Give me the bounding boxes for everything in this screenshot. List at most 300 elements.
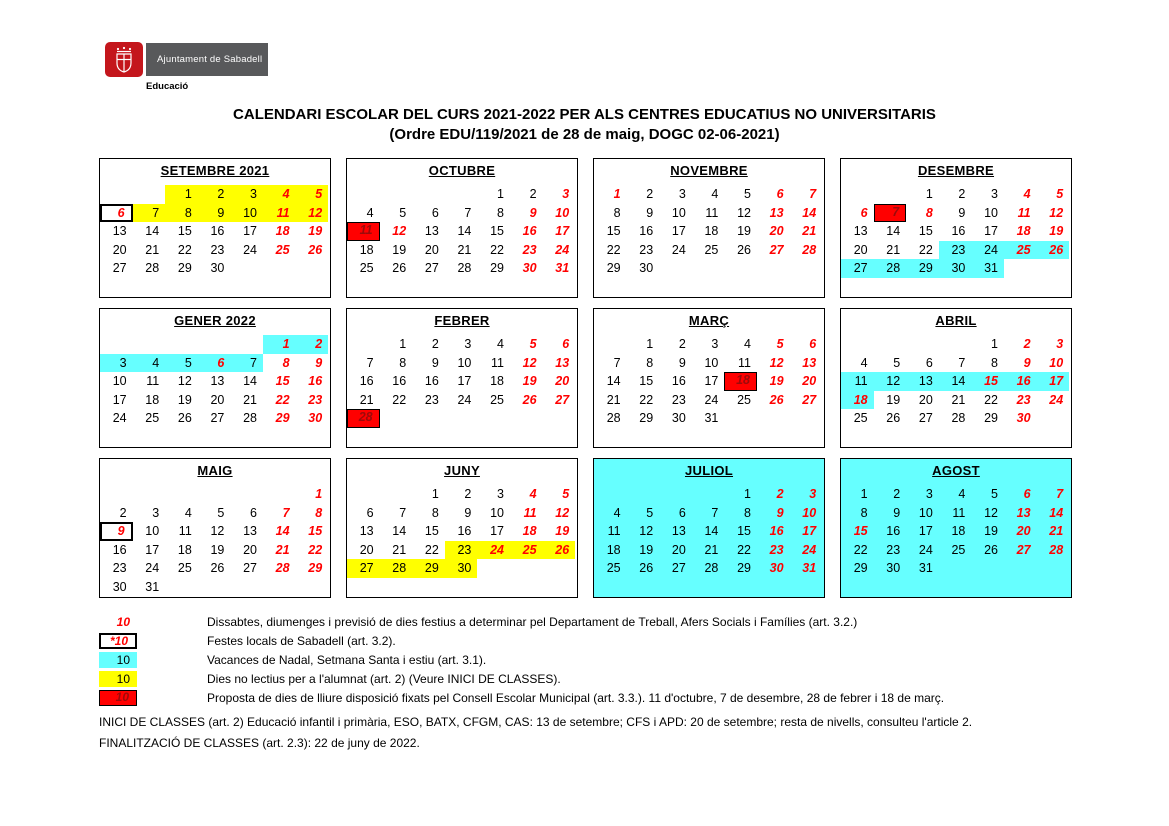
day-cell: 5 <box>217 505 225 520</box>
day-cell: 14 <box>457 224 472 238</box>
day-cell: 25 <box>951 542 966 557</box>
day-cell: 1 <box>744 487 751 501</box>
day-cell: 12 <box>1049 205 1064 220</box>
day-cell: 26 <box>984 542 998 557</box>
day-cell <box>939 559 972 578</box>
day-cell: 11 <box>607 524 621 538</box>
day-cell: 5 <box>744 187 751 201</box>
day-cell: 26 <box>769 392 784 407</box>
day-cell: 24 <box>1049 392 1064 407</box>
day-cell: 4 <box>497 337 504 351</box>
day-cell <box>263 485 296 504</box>
day-cell <box>263 259 296 278</box>
day-cell: 2 <box>958 187 966 201</box>
day-cell: 4 <box>613 505 621 520</box>
day-cell: 31 <box>802 561 817 575</box>
day-cell: 16 <box>359 374 374 388</box>
day-cell: 25 <box>737 392 751 407</box>
day-cell: 3 <box>100 354 133 373</box>
day-cell: 19 <box>1049 224 1064 238</box>
day-cell: 14 <box>939 372 972 391</box>
day-cell: 30 <box>1016 411 1031 425</box>
legend-item <box>99 669 944 688</box>
day-cell: 20 <box>671 542 686 557</box>
day-cell: 3 <box>1056 337 1064 351</box>
day-cell <box>133 185 166 204</box>
day-cell: 12 <box>296 204 329 223</box>
day-cell: 16 <box>639 224 654 238</box>
day-cell: 30 <box>112 579 127 594</box>
week-row <box>841 504 1071 523</box>
day-cell <box>445 185 478 204</box>
day-cell: 7 <box>613 355 621 370</box>
day-cell: 18 <box>145 392 160 407</box>
day-cell: 12 <box>177 374 192 388</box>
day-cell: 2 <box>529 187 537 201</box>
day-cell: 21 <box>951 392 966 407</box>
day-cell: 21 <box>359 392 374 407</box>
week-row <box>100 409 330 428</box>
day-cell: 26 <box>210 561 225 575</box>
week-row <box>841 522 1071 541</box>
day-cell: 8 <box>431 505 439 520</box>
day-cell: 22 <box>918 242 933 257</box>
day-cell: 31 <box>971 259 1004 278</box>
day-cell: 5 <box>165 354 198 373</box>
day-cell: 8 <box>860 505 868 520</box>
day-cell <box>230 259 263 278</box>
week-row <box>594 354 824 373</box>
day-cell: 26 <box>639 561 654 575</box>
week-row <box>594 391 824 410</box>
day-cell: 23 <box>939 241 972 260</box>
day-cell: 4 <box>860 355 868 370</box>
day-cell: 26 <box>737 242 751 257</box>
day-cell: 16 <box>671 374 686 388</box>
day-cell: 11 <box>490 355 504 370</box>
day-cell: 1 <box>431 487 439 501</box>
day-cell: 3 <box>678 187 686 201</box>
day-cell <box>230 485 263 504</box>
day-cell: 7 <box>809 187 817 201</box>
day-cell <box>347 185 380 204</box>
day-cell: 4 <box>133 354 166 373</box>
week-row <box>347 204 577 223</box>
day-cell: 27 <box>112 261 127 275</box>
day-cell: 15 <box>490 224 504 238</box>
day-cell: 14 <box>606 374 621 388</box>
day-cell: 7 <box>711 505 719 520</box>
day-cell: 28 <box>347 409 380 428</box>
day-cell: 20 <box>112 242 127 257</box>
day-cell <box>692 259 725 278</box>
month-title: NOVEMBRE <box>670 163 748 178</box>
week-row <box>594 259 824 278</box>
day-cell: 13 <box>112 224 127 238</box>
day-cell: 25 <box>510 541 543 560</box>
day-cell: 26 <box>543 541 576 560</box>
day-cell: 21 <box>457 242 472 257</box>
day-cell: 7 <box>958 355 966 370</box>
day-cell: 23 <box>1016 392 1031 407</box>
day-cell: 20 <box>243 542 257 557</box>
day-cell: 7 <box>874 204 907 223</box>
logo-banner <box>146 43 268 76</box>
month-title: SETEMBRE 2021 <box>160 163 270 178</box>
day-cell: 21 <box>606 392 621 407</box>
day-cell: 20 <box>424 242 439 257</box>
week-row <box>100 485 330 504</box>
day-cell: 15 <box>275 374 290 388</box>
day-cell <box>874 185 907 204</box>
day-cell <box>198 578 231 597</box>
day-cell: 19 <box>177 392 192 407</box>
day-cell: 24 <box>555 242 570 257</box>
day-cell <box>841 185 874 204</box>
day-cell: 13 <box>906 372 939 391</box>
day-cell: 26 <box>177 411 192 425</box>
day-cell: 27 <box>555 392 570 407</box>
day-cell <box>594 335 627 354</box>
day-cell: 9 <box>431 355 439 370</box>
day-cell: 3 <box>711 337 719 351</box>
day-cell: 1 <box>263 335 296 354</box>
day-cell: 29 <box>490 261 504 275</box>
week-row <box>594 372 824 391</box>
day-cell: 29 <box>606 261 621 275</box>
day-cell <box>543 409 576 428</box>
day-cell: 24 <box>457 392 472 407</box>
month-novembre <box>593 158 825 298</box>
day-cell: 8 <box>613 205 621 220</box>
day-cell: 16 <box>951 224 966 238</box>
day-cell: 13 <box>243 524 257 538</box>
day-cell <box>510 409 543 428</box>
day-cell: 8 <box>165 204 198 223</box>
day-cell: 13 <box>359 524 374 538</box>
day-cell: 20 <box>853 242 868 257</box>
day-cell <box>445 409 478 428</box>
day-cell: 30 <box>522 261 537 275</box>
day-cell: 3 <box>497 487 504 501</box>
legend-swatch: *10 <box>99 633 137 649</box>
day-cell: 21 <box>275 542 290 557</box>
day-cell <box>757 259 790 278</box>
legend-label: Dissabtes, diumenges i previsió de dies festius a determinar pel Departament de Treball, Afers Socials i Famílies (art. 3.2.) <box>207 614 858 629</box>
week-row <box>100 259 330 278</box>
month-marc <box>593 308 825 448</box>
week-row <box>347 391 577 410</box>
week-row <box>100 522 330 541</box>
day-cell: 21 <box>145 242 160 257</box>
day-cell: 12 <box>555 505 570 520</box>
day-cell: 11 <box>263 204 296 223</box>
day-cell: 3 <box>562 187 570 201</box>
day-cell: 17 <box>1037 372 1070 391</box>
day-cell: 23 <box>639 242 654 257</box>
day-cell: 23 <box>522 242 537 257</box>
day-cell: 22 <box>853 542 868 557</box>
day-cell: 7 <box>282 505 290 520</box>
day-cell: 28 <box>457 261 472 275</box>
week-row <box>347 241 577 260</box>
day-cell: 17 <box>984 224 998 238</box>
day-cell: 16 <box>769 524 784 538</box>
day-cell: 24 <box>671 242 686 257</box>
day-cell: 2 <box>776 487 784 501</box>
day-cell: 19 <box>984 524 998 538</box>
day-cell: 20 <box>555 374 570 388</box>
day-cell: 22 <box>392 392 407 407</box>
day-cell: 18 <box>606 542 621 557</box>
day-cell: 6 <box>809 337 817 351</box>
day-cell: 22 <box>639 392 654 407</box>
week-row <box>347 504 577 523</box>
day-cell <box>100 185 133 204</box>
day-cell: 6 <box>1023 487 1031 501</box>
day-cell: 10 <box>555 205 570 220</box>
day-cell: 5 <box>529 337 537 351</box>
day-cell <box>380 485 413 504</box>
month-title: GENER 2022 <box>174 313 256 328</box>
month-title: FEBRER <box>434 313 490 328</box>
day-cell: 4 <box>744 337 751 351</box>
day-cell: 9 <box>1023 355 1031 370</box>
month-gener-2022 <box>99 308 331 448</box>
day-cell: 6 <box>925 355 933 370</box>
day-cell: 6 <box>431 205 439 220</box>
week-row <box>594 522 824 541</box>
day-cell: 6 <box>100 204 133 223</box>
page-title: CALENDARI ESCOLAR DEL CURS 2021-2022 PER ALS CENTRES EDUCATIUS NO UNIVERSITARIS <box>233 106 936 123</box>
month-octubre <box>346 158 578 298</box>
day-cell: 15 <box>971 372 1004 391</box>
week-row <box>347 559 577 578</box>
day-cell: 11 <box>146 374 160 388</box>
month-setembre-2021 <box>99 158 331 298</box>
week-row <box>100 335 330 354</box>
day-cell: 4 <box>1023 187 1031 201</box>
day-cell: 13 <box>671 524 686 538</box>
day-cell: 16 <box>424 374 439 388</box>
months-grid <box>99 158 1072 598</box>
day-cell: 30 <box>671 411 686 425</box>
week-row <box>841 485 1071 504</box>
day-cell: 11 <box>178 524 192 538</box>
day-cell: 5 <box>991 487 998 501</box>
day-cell: 18 <box>490 374 504 388</box>
day-cell: 12 <box>392 224 407 238</box>
day-cell: 22 <box>424 542 439 557</box>
legend-item <box>99 650 944 669</box>
week-row <box>100 222 330 241</box>
day-cell: 9 <box>958 205 966 220</box>
day-cell: 10 <box>984 205 998 220</box>
week-row <box>841 222 1071 241</box>
day-cell <box>1037 559 1070 578</box>
day-cell: 25 <box>606 561 621 575</box>
day-cell <box>133 335 166 354</box>
day-cell: 22 <box>737 542 751 557</box>
day-cell: 2 <box>678 337 686 351</box>
day-cell: 26 <box>308 242 323 257</box>
education-label: Educació <box>146 81 189 92</box>
day-cell: 27 <box>210 411 225 425</box>
week-row <box>594 241 824 260</box>
month-title: OCTUBRE <box>428 163 496 178</box>
day-cell: 10 <box>918 505 933 520</box>
day-cell: 31 <box>145 579 160 594</box>
legend-item <box>99 612 944 631</box>
day-cell: 16 <box>392 374 407 388</box>
day-cell: 1 <box>646 337 654 351</box>
week-row <box>841 541 1071 560</box>
day-cell: 30 <box>886 561 901 575</box>
day-cell: 19 <box>308 224 323 238</box>
day-cell: 23 <box>886 542 901 557</box>
day-cell: 2 <box>1023 337 1031 351</box>
legend-label: Dies no lectius per a l'alumnat (art. 2) (Veure INICI DE CLASSES). <box>207 671 561 686</box>
day-cell: 28 <box>275 561 290 575</box>
legend-label: Proposta de dies de lliure disposició fixats pel Consell Escolar Municipal (art. 3.3.). 11 d'octubre, 7 de desembre, 28 de febrer i 18 de març. <box>207 690 945 705</box>
day-cell: 10 <box>1049 355 1064 370</box>
day-cell: 11 <box>952 505 966 520</box>
day-cell: 10 <box>112 374 127 388</box>
day-cell: 2 <box>893 487 901 501</box>
day-cell: 2 <box>119 505 127 520</box>
day-cell: 3 <box>991 187 998 201</box>
day-cell: 16 <box>308 374 323 388</box>
day-cell: 8 <box>744 505 751 520</box>
day-cell: 30 <box>939 259 972 278</box>
day-cell: 18 <box>522 524 537 538</box>
day-cell <box>724 409 757 428</box>
day-cell: 31 <box>704 411 719 425</box>
day-cell <box>412 409 445 428</box>
week-row <box>594 222 824 241</box>
day-cell <box>230 335 263 354</box>
week-row <box>347 259 577 278</box>
day-cell <box>296 259 329 278</box>
day-cell <box>790 259 823 278</box>
week-row <box>841 204 1071 223</box>
day-cell: 3 <box>152 505 160 520</box>
day-cell: 22 <box>984 392 998 407</box>
day-cell: 12 <box>639 524 654 538</box>
day-cell: 28 <box>145 261 160 275</box>
day-cell: 27 <box>841 259 874 278</box>
day-cell: 6 <box>250 505 257 520</box>
day-cell: 2 <box>198 185 231 204</box>
day-cell: 24 <box>704 392 719 407</box>
footer <box>99 712 972 754</box>
day-cell: 31 <box>918 561 933 575</box>
week-row <box>594 409 824 428</box>
day-cell: 9 <box>529 205 537 220</box>
day-cell: 8 <box>315 505 323 520</box>
day-cell: 10 <box>145 524 160 538</box>
week-row <box>594 185 824 204</box>
day-cell: 17 <box>243 224 257 238</box>
day-cell: 28 <box>951 411 966 425</box>
day-cell <box>939 335 972 354</box>
day-cell <box>906 335 939 354</box>
month-febrer <box>346 308 578 448</box>
day-cell: 21 <box>802 224 817 238</box>
day-cell: 21 <box>392 542 407 557</box>
day-cell: 13 <box>769 205 784 220</box>
week-row <box>594 335 824 354</box>
day-cell: 13 <box>1016 505 1031 520</box>
day-cell: 26 <box>392 261 407 275</box>
week-row <box>100 372 330 391</box>
week-row <box>841 335 1071 354</box>
day-cell: 29 <box>177 261 192 275</box>
day-cell: 2 <box>296 335 329 354</box>
month-title: MARÇ <box>688 313 730 328</box>
day-cell: 13 <box>802 355 817 370</box>
day-cell: 28 <box>704 561 719 575</box>
day-cell: 28 <box>606 411 621 425</box>
day-cell: 11 <box>841 372 874 391</box>
day-cell: 16 <box>210 224 225 238</box>
day-cell: 19 <box>210 542 225 557</box>
day-cell: 6 <box>860 205 868 220</box>
day-cell: 1 <box>860 487 868 501</box>
week-row <box>347 372 577 391</box>
day-cell: 20 <box>769 224 784 238</box>
day-cell: 17 <box>555 224 570 238</box>
day-cell: 18 <box>724 372 757 391</box>
day-cell <box>380 409 413 428</box>
month-desembre <box>840 158 1072 298</box>
day-cell: 18 <box>1016 224 1031 238</box>
day-cell: 29 <box>737 561 751 575</box>
day-cell: 5 <box>776 337 784 351</box>
day-cell: 7 <box>230 354 263 373</box>
legend-item <box>99 631 944 650</box>
day-cell: 6 <box>678 505 686 520</box>
month-title: JULIOL <box>684 463 734 478</box>
day-cell: 19 <box>639 542 654 557</box>
week-row <box>841 409 1071 428</box>
day-cell: 17 <box>918 524 933 538</box>
day-cell: 26 <box>1037 241 1070 260</box>
week-row <box>347 409 577 428</box>
day-cell: 7 <box>464 205 472 220</box>
day-cell: 3 <box>809 487 817 501</box>
week-row <box>594 504 824 523</box>
day-cell: 22 <box>490 242 504 257</box>
day-cell <box>1004 259 1037 278</box>
footer-line-inici: INICI DE CLASSES (art. 2) Educació infantil i primària, ESO, BATX, CFGM, CAS: 13 de setembre; CFS i APD: 20 de setembre; resta de nivells, consulteu l'article 2. <box>99 715 973 729</box>
day-cell <box>659 485 692 504</box>
day-cell: 1 <box>399 337 407 351</box>
month-title: AGOST <box>932 463 980 478</box>
day-cell: 24 <box>112 411 127 425</box>
day-cell: 10 <box>704 355 719 370</box>
day-cell <box>1004 559 1037 578</box>
day-cell: 1 <box>991 337 998 351</box>
day-cell: 30 <box>769 561 784 575</box>
day-cell: 11 <box>1017 205 1031 220</box>
day-cell: 2 <box>646 187 654 201</box>
day-cell: 17 <box>802 524 817 538</box>
day-cell: 14 <box>145 224 160 238</box>
day-cell: 5 <box>646 505 654 520</box>
day-cell: 14 <box>243 374 257 388</box>
day-cell: 28 <box>243 411 257 425</box>
